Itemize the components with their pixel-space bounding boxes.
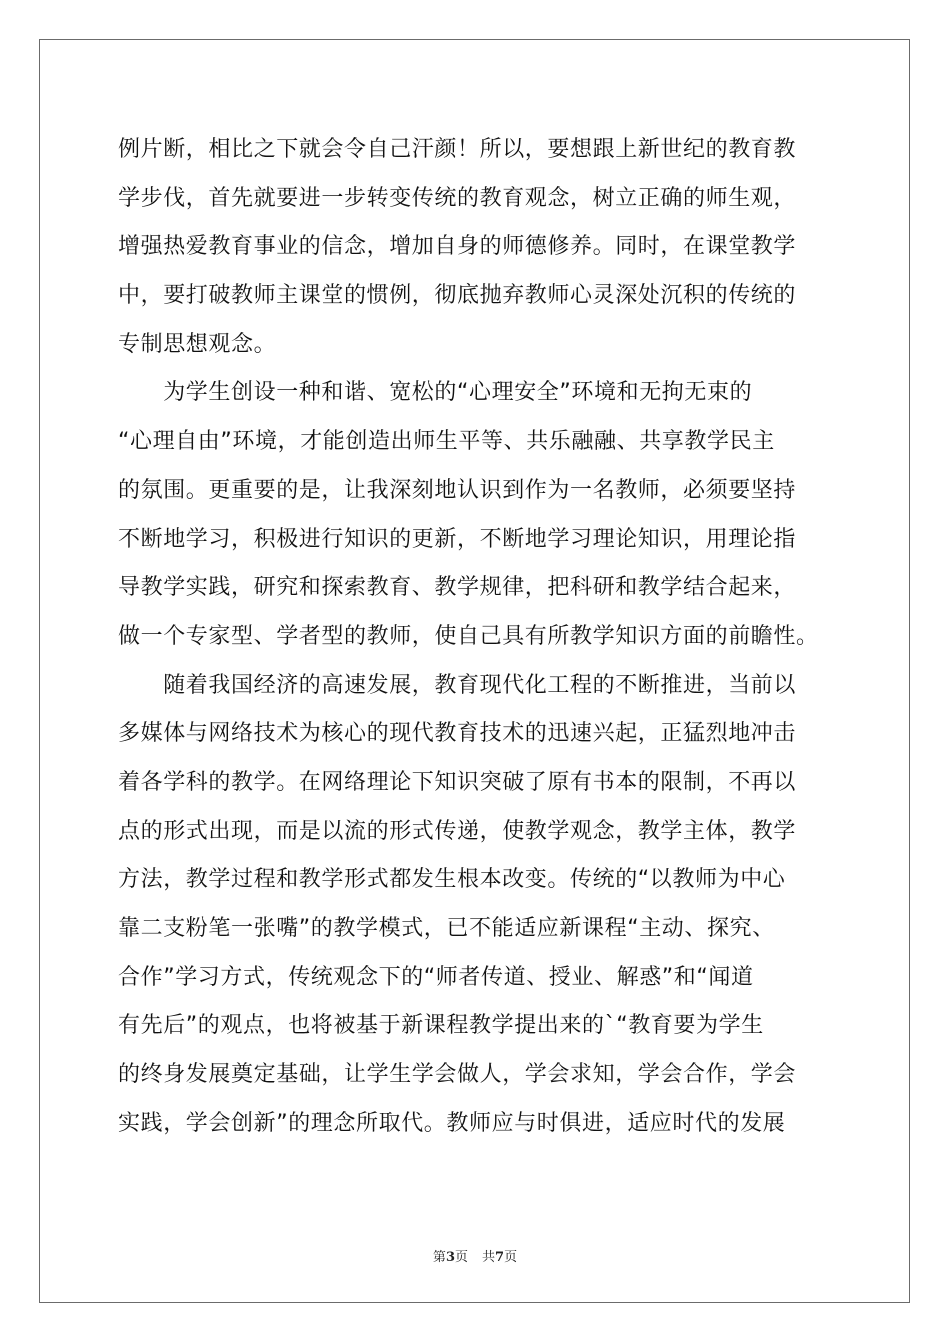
text-line: 为学生创设一种和谐、宽松的“心理安全”环境和无拘无束的 [118,380,753,406]
page-prefix: 第 [432,1250,446,1265]
page-number: 3 [445,1250,455,1265]
total-prefix: 共 [482,1250,496,1265]
text-line: 靠二支粉笔一张嘴”的教学模式，已不能适应新课程“主动、探究、 [118,916,775,941]
text-line: 的终身发展奠定基础，让学生学会做人，学会求知，学会合作，学会 [118,1062,797,1088]
text-line: 多媒体与网络技术为核心的现代教育技术的迅速兴起，正猛烈地冲击 [118,721,797,747]
page-footer [0,1246,950,1265]
text-line: 导教学实践，研究和探索教育、教学规律，把科研和教学结合起来， [118,575,797,601]
text-line: 做一个专家型、学者型的教师，使自己具有所教学知识方面的前瞻性。 [118,623,819,649]
text-line: 中，要打破教师主课堂的惯例，彻底抛弃教师心灵深处沉积的传统的 [118,283,797,309]
text-line: “心理自由”环境，才能创造出师生平等、共乐融融、共享教学民主 [118,429,775,455]
text-line: 学步伐，首先就要进一步转变传统的教育观念，树立正确的师生观， [118,185,797,211]
paragraph-3 [118,662,848,1149]
total-pages: 7 [495,1250,505,1265]
text-line: 增强热爱教育事业的信念，增加自身的师德修养。同时，在课堂教学 [118,234,797,260]
text-line: 不断地学习，积极进行知识的更新，不断地学习理论知识，用理论指 [118,526,797,552]
text-line: 方法，教学过程和教学形式都发生根本改变。传统的“以教师为中心 [118,867,786,893]
text-line: 着各学科的教学。在网络理论下知识突破了原有书本的限制，不再以 [118,769,797,795]
text-line: 专制思想观念。 [118,331,277,357]
paragraph-2 [118,369,848,661]
page-suffix: 页 [454,1250,468,1265]
text-line: 例片断，相比之下就会令自己汗颜！所以，要想跟上新世纪的教育教 [118,137,797,162]
text-line: 点的形式出现，而是以流的形式传递，使教学观念，教学主体，教学 [118,818,797,844]
text-line: 的氛围。更重要的是，让我深刻地认识到作为一名教师，必须要坚持 [118,477,797,503]
paragraph-1 [118,126,848,369]
text-line: 合作”学习方式，传统观念下的“师者传道、授业、解惑”和“闻道 [118,964,754,990]
text-line: 实践，学会创新”的理念所取代。教师应与时俱进，适应时代的发展 [118,1110,786,1136]
total-suffix: 页 [504,1250,518,1265]
text-line: 随着我国经济的高速发展，教育现代化工程的不断推进，当前以 [118,672,797,698]
text-line: 有先后”的观点，也将被基于新课程教学提出来的`“教育要为学生 [118,1013,764,1039]
document-body [118,126,848,1148]
